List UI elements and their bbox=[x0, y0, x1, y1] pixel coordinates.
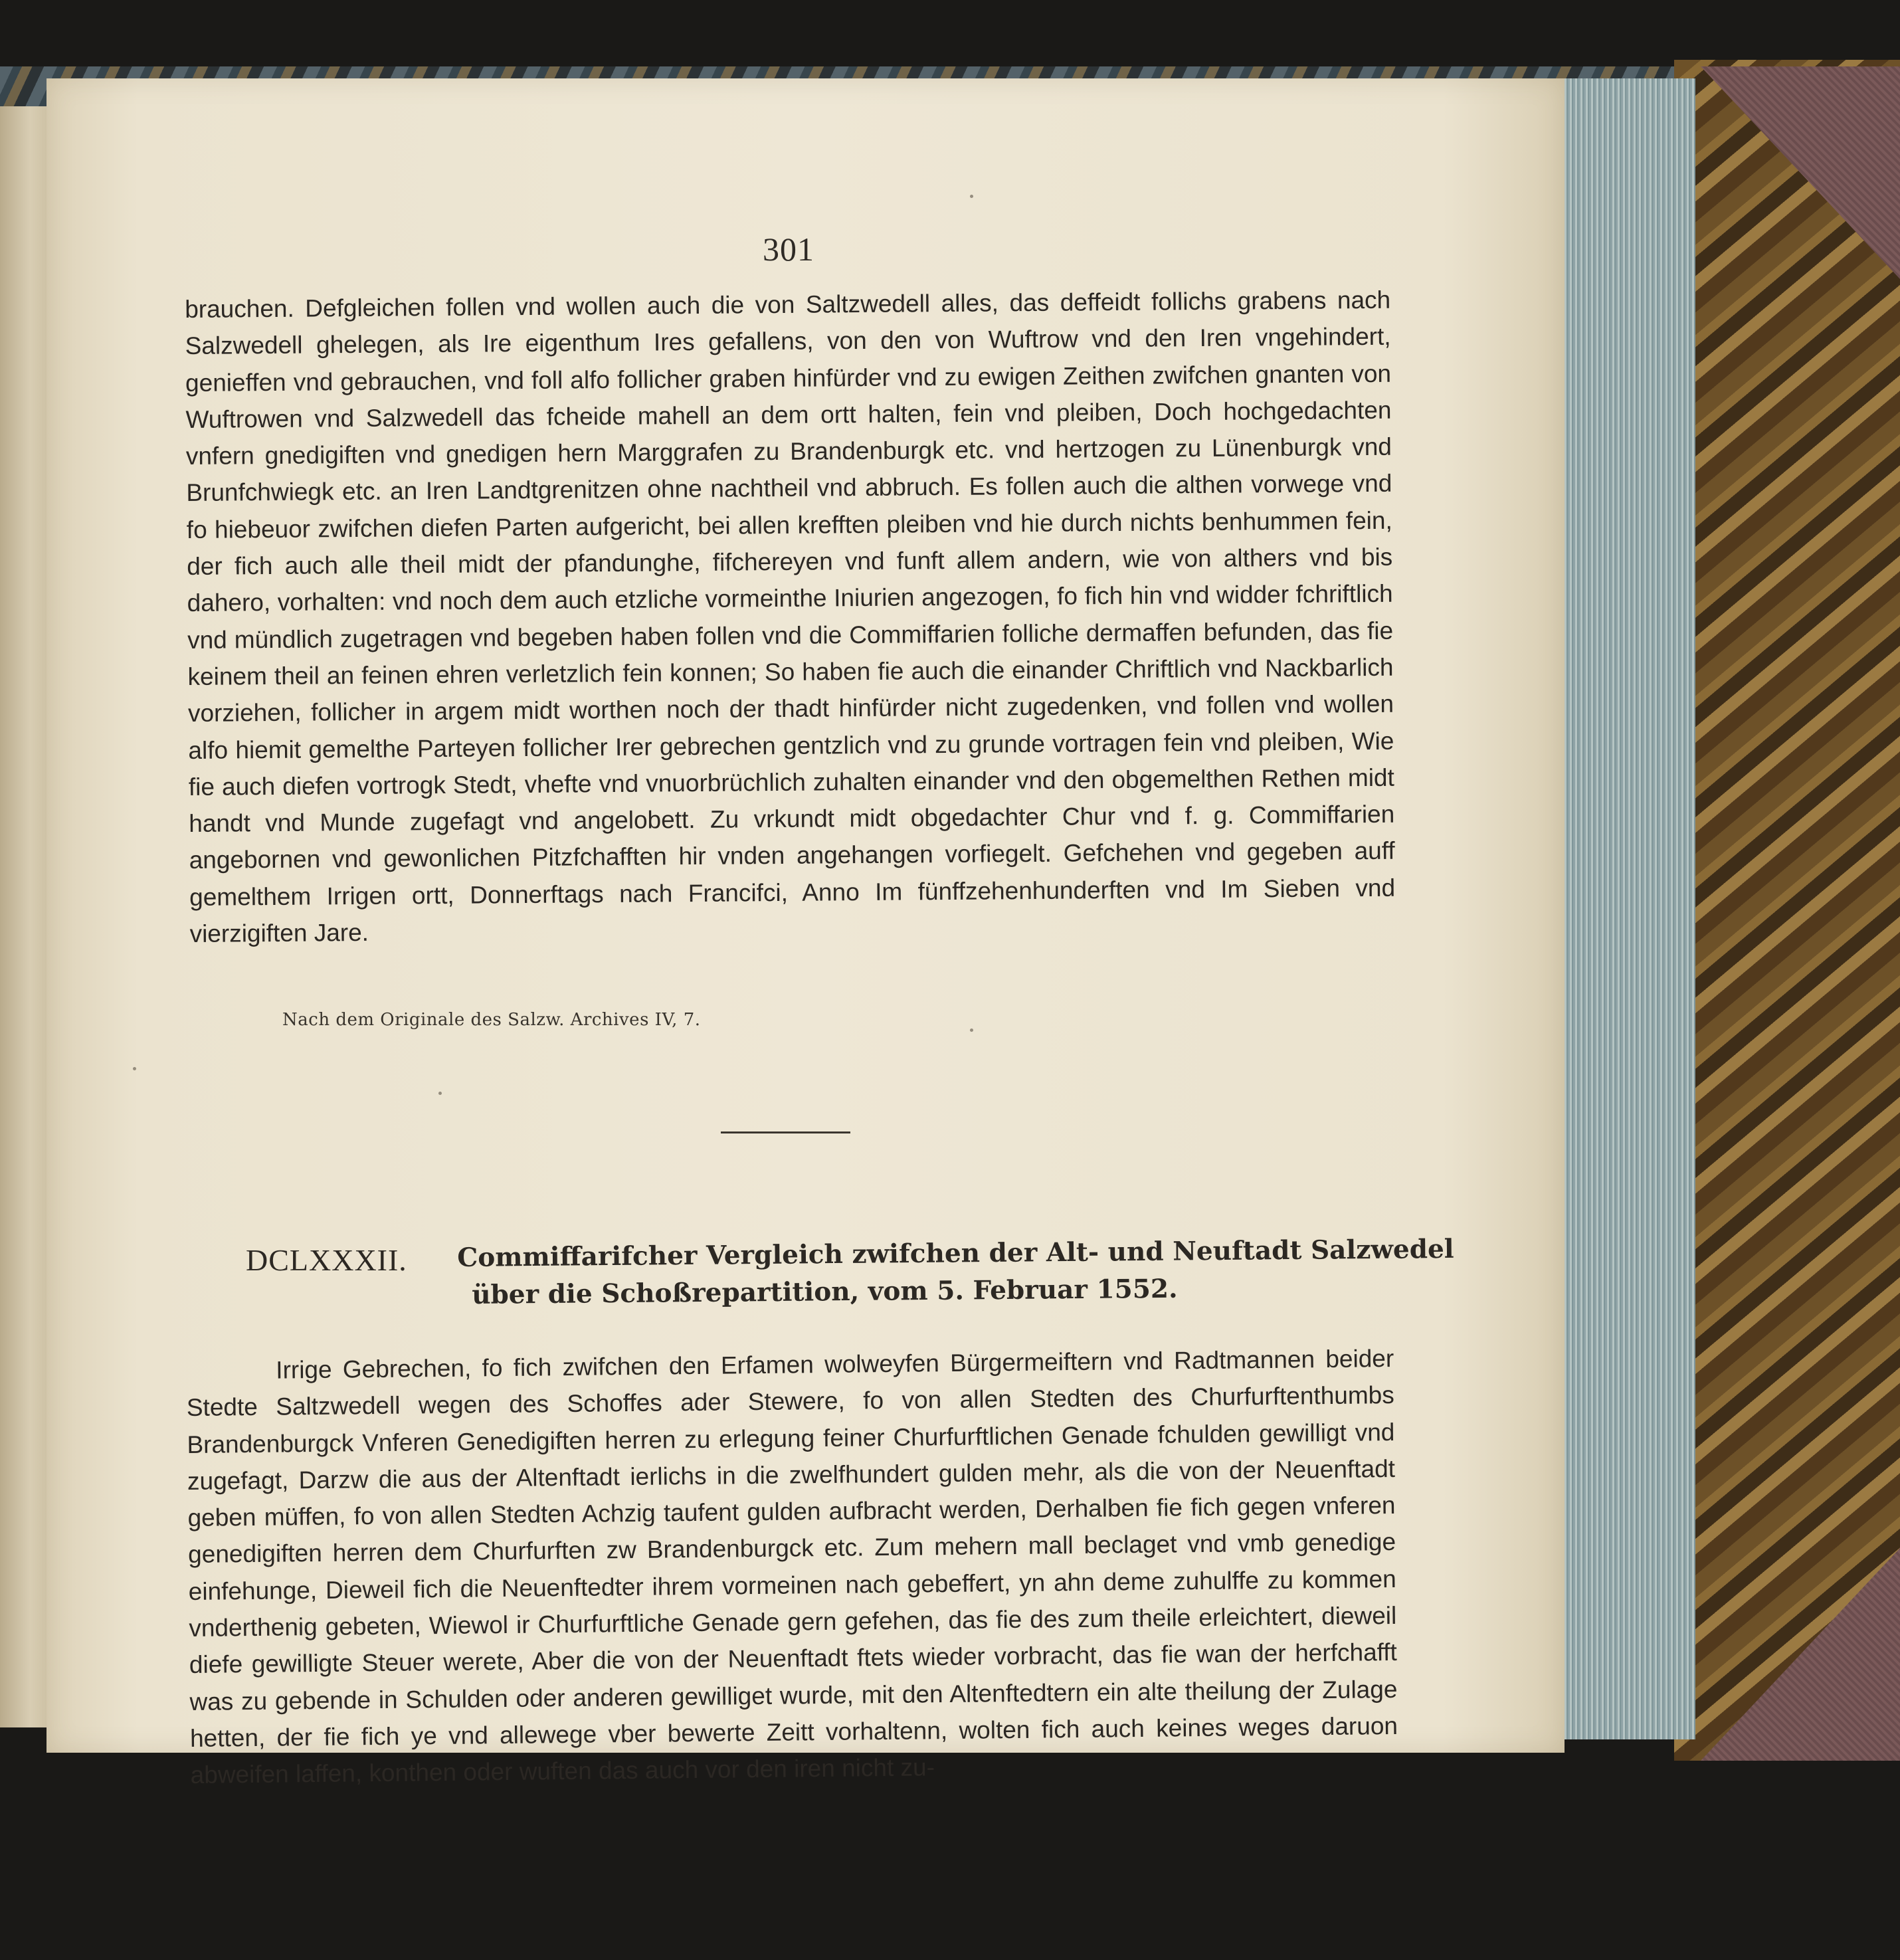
document-body-paragraph: Irrige Gebrechen, fo fich zwifchen den Erfamen wolweyfen Bürgermeiftern vnd Radtmannen beider Stedte Saltzwedell wegen des Schoffes ader Stewere, fo von allen Stedten des Churfurftenthumbs Brandenburgck Vnferen Genedigiften herren zu erlegung feiner Churfurftlichen Genade fchulden gewilligt vnd zugefagt, Darzw die aus der Altenftadt ierlichs in die zwelfhundert gulden mehr, als die von der Neuenftadt geben müffen, fo von allen Stedten Achzig taufent gulden aufbracht werden, Derhalben fie fich gegen vnferen genedigiften herren dem Churfurften zw Brandenburgck etc. Zum mehern mall beclaget vnd vmb genedige einfehunge, Dieweil fich die Neuenftedter ihrem vormeinen nach gebeffert, yn ahn deme zuhulffe zu kommen vnderthenig gebeten, Wiewol ir Churfurftliche Genade gern gefehen, das fie des zum theile erleichtert, dieweil diefe gewilligte Steuer werete, Aber die von der Neuenftadt ftets wieder vorbracht, das fie wan der herfchafft was zu gebende in Schulden oder anderen gewilliget wurde, mit den Altenftedtern ein alte theilung der Zulage hetten, der fie fich ye vnd allewege vber bewerte Zeitt vorhaltenn, wolten fich auch keines weges daruon abweifen laffen, konthen oder wuften das auch vor den iren nicht zu- bbox=[186, 1344, 1398, 1789]
book-page bbox=[47, 78, 1565, 1789]
source-note: Nach dem Originale des Salzw. Archives IV, 7. bbox=[282, 1010, 701, 1030]
marbled-board-right bbox=[1674, 60, 1900, 1761]
page-stack-edge bbox=[1561, 78, 1695, 1739]
paper-speck bbox=[438, 1092, 442, 1095]
document-title-line-2: über die Schoßrepartition, vom 5. Februar 1552. bbox=[472, 1273, 1178, 1310]
document-number: DCLXXXII. bbox=[246, 1243, 407, 1277]
paper-speck bbox=[970, 195, 973, 198]
paper-speck bbox=[970, 1029, 973, 1032]
paragraph-continued: brauchen. Defgleichen follen vnd wollen auch die von Saltzwedell alles, das deffeidt follichs grabens nach Salzwedell ghelegen, als Ire eigenthum Ires gefallens, von den von Wuftrow vnd den Iren vngehindert, genieffen vnd gebrauchen, vnd foll alfo follicher graben hinfürder vnd zu ewigen Zeithen zwifchen gnanten von Wuftrowen vnd Salzwedell das fcheide mahell an dem ortt halten, fein vnd pleiben, Doch hochgedachten vnfern gnedigiften vnd gnedigen hern Marggrafen zu Brandenburgk etc. vnd hertzogen zu Lünenburgk vnd Brunfchwiegk etc. an Iren Landtgrenitzen ohne nachtheil vnd abbruch. Es follen auch die althen vorwege vnd fo hiebeuor zwifchen diefen Parten aufgericht, bei allen krefften pleiben vnd hie durch nichts benhummen fein, der fich auch alle theil midt der pfandunghe, fifchereyen vnd funft allem andern, wie von althers vnd bis dahero, vorhalten: vnd noch dem auch etzliche vormeinthe Iniurien angezogen, fo fich hin vnd widder fchriftlich vnd mündlich zugetragen vnd begeben haben follen vnd die Commiffarien folliche dermaffen befunden, das fie keinem theil an feinen ehren verletzlich fein konnen; So haben fie auch die einander Chriftlich vnd Nackbarlich vorziehen, follicher in argem midt worthen noch der thadt hinfürder nicht zugedenken, vnd follen vnd wollen alfo hiemit gemelthe Parteyen follicher Irer gebrechen gentzlich vnd zu grunde vortragen fein vnd pleiben, Wie fie auch diefen vortrogk Stedt, vhefte vnd vnuorbrüchlich zuhalten einander vnd den obgemelthen Rethen midt handt vnd Munde zugefagt vnd angelobett. Zu vrkundt midt obgedachter Chur vnd f. g. Commiffarien angebornen vnd gewonlichen Pitzfchafften hir vnden angehangen vorfiegelt. Gefchehen vnd gegeben auff gemelthem Irrigen ortt, Donnerftags nach Francifci, Anno Im fünffzehenhunderften vnd Im Sieben vnd vierzigiften Jare. bbox=[185, 286, 1396, 948]
page-number: 301 bbox=[763, 231, 814, 268]
paper-speck bbox=[133, 1067, 136, 1070]
document-title-line-1: Commiffarifcher Vergleich zwifchen der Alt- und Neuftadt Salzwedel bbox=[457, 1233, 1454, 1273]
section-divider bbox=[721, 1131, 850, 1133]
